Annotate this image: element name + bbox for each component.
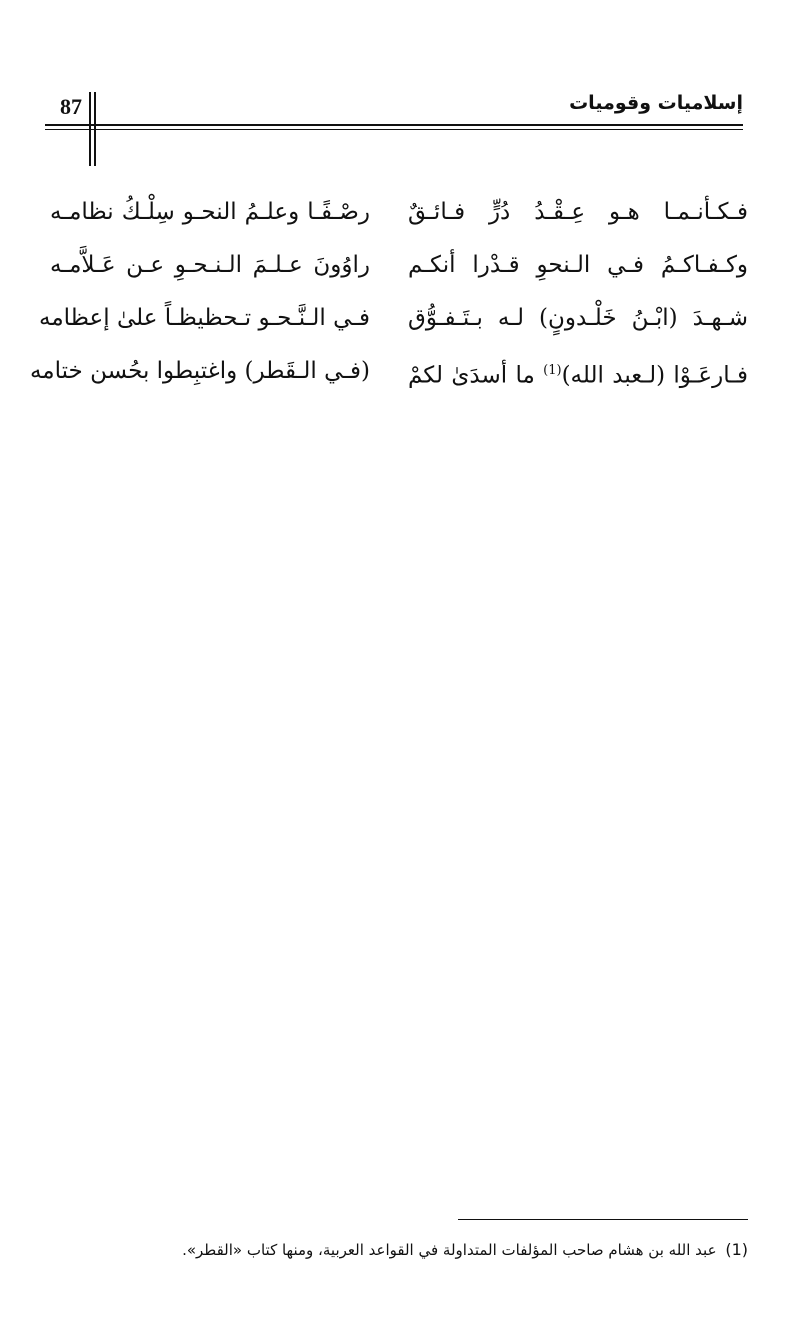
- header-vertical-rule-2: [94, 92, 96, 166]
- header-rule-thin: [45, 129, 743, 130]
- footnote: [48, 1240, 748, 1259]
- footnote-separator: [458, 1219, 748, 1220]
- page-header: [45, 88, 743, 128]
- verse-1: [40, 192, 748, 245]
- header-vertical-rule-1: [89, 92, 91, 166]
- verse-4-text-after-ref: ما أسدَىٰ لكمْ: [408, 362, 544, 389]
- header-rule-thick: [45, 124, 743, 126]
- verse-2-first-hemistich: وكـفـاكـمُ فـي الـنحوِ قـدْرا أنكـم: [408, 252, 748, 278]
- verse-2: [40, 245, 748, 298]
- verse-3-second-hemistich: فـي الـنَّـحـو تـحظيظـاً علىٰ إعظامه: [39, 305, 370, 331]
- verse-4-second-hemistich: (فـي الـقَطر) واغتبِطوا بحُسن ختامه: [29, 358, 370, 384]
- verse-4: [29, 351, 749, 404]
- verse-1-second-hemistich: رصْـفًـا وعلـمُ النحـو سِلْـكُ نظامـه: [50, 199, 370, 225]
- running-title: إسلاميات وقوميات: [569, 92, 743, 114]
- footnote-reference[interactable]: (1): [543, 363, 562, 378]
- footnote-text: عبد الله بن هشام صاحب المؤلفات المتداولة في القواعد العربية، ومنها كتاب «القطر».: [182, 1241, 717, 1259]
- verse-3: [40, 298, 748, 351]
- verse-3-first-hemistich: شـهـدَ (ابْـنُ خَلْـدونٍ) لـه بـتَـفـوُّق: [408, 305, 748, 331]
- poem: [29, 192, 749, 404]
- verse-4-text-before-ref: فـارعَـوْا (لـعبد الله): [561, 362, 749, 389]
- verse-1-first-hemistich: فـكـأنـمـا هـو عِـقْـدُ دُرٍّ فـائـقٌ: [408, 199, 748, 225]
- footnote-marker: (1): [725, 1240, 748, 1259]
- verse-2-second-hemistich: راوُونَ عـلـمَ الـنـحـوِ عـن عَـلاَّمـه: [50, 252, 370, 278]
- page-number: 87: [60, 94, 82, 119]
- verse-4-first-hemistich: [408, 351, 748, 396]
